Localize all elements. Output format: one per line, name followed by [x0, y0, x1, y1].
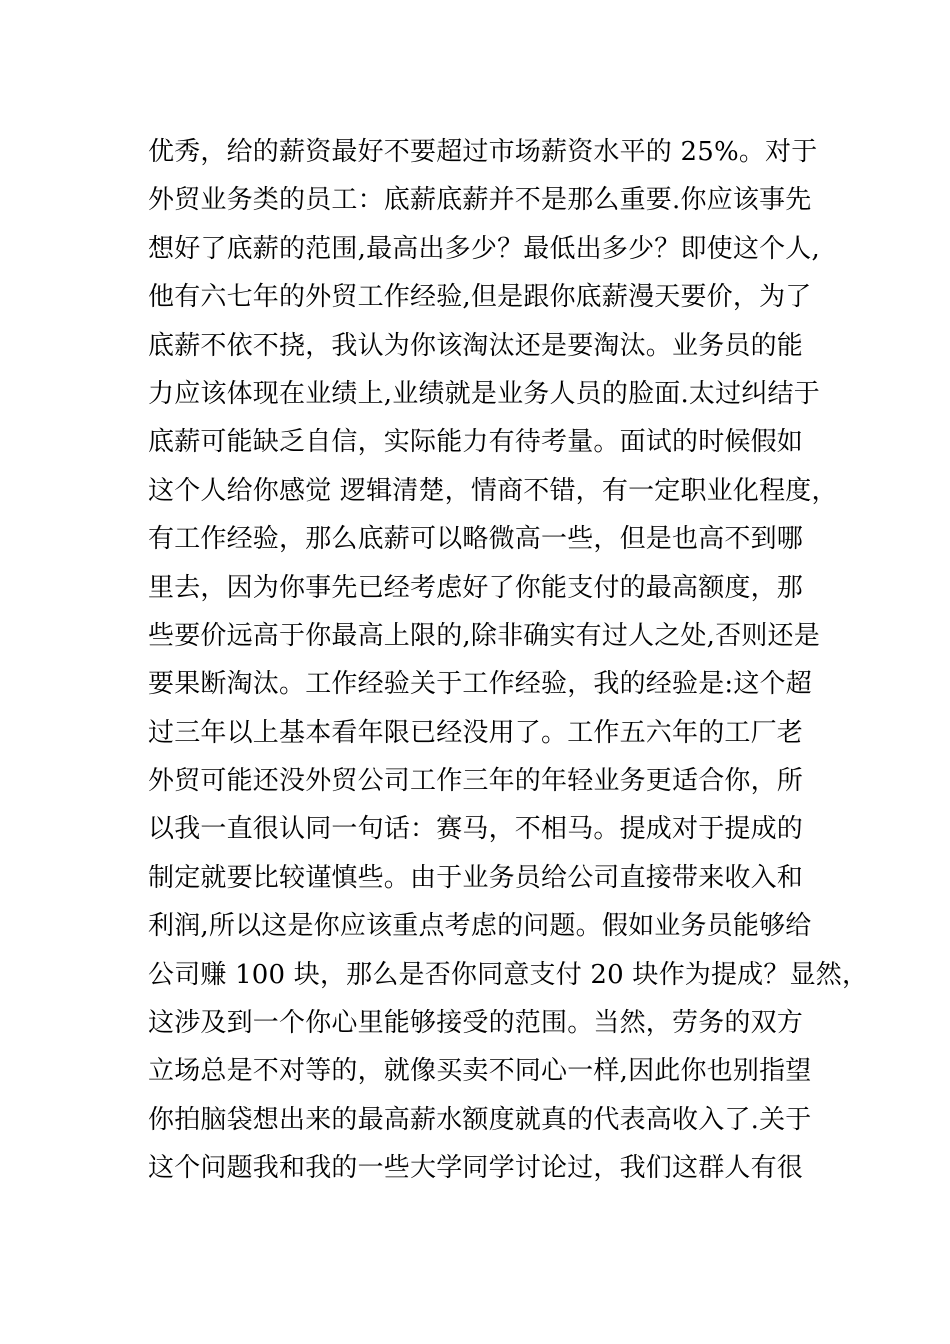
text-line-10: 里去，因为你事先已经考虑好了你能支付的最高额度，那 [148, 572, 804, 603]
text-line-7: 底薪可能缺乏自信，实际能力有待考量。面试的时候假如 [148, 427, 804, 458]
body-text [148, 128, 869, 1193]
text-line-14: 外贸可能还没外贸公司工作三年的年轻业务更适合你，所 [148, 766, 804, 797]
text-line-5: 底薪不依不挠，我认为你该淘汰还是要淘汰。业务员的能 [148, 330, 804, 361]
text-line-9: 有工作经验，那么底薪可以略微高一些，但是也高不到哪 [148, 524, 804, 555]
text-line-15: 以我一直很认同一句话：赛马，不相马。提成对于提成的 [148, 814, 804, 845]
text-line-20: 立场总是不对等的，就像买卖不同心一样,因此你也别指望 [148, 1056, 812, 1087]
text-line-22: 这个问题我和我的一些大学同学讨论过，我们这群人有很 [148, 1153, 804, 1184]
text-line-21: 你拍脑袋想出来的最高薪水额度就真的代表高收入了.关于 [148, 1104, 812, 1135]
text-line-6: 力应该体现在业绩上,业绩就是业务人员的脸面.太过纠结于 [148, 378, 820, 409]
text-line-18: 公司赚 100 块，那么是否你同意支付 20 块作为提成？显然， [148, 959, 869, 990]
text-line-1: 优秀，给的薪资最好不要超过市场薪资水平的 25%。对于 [148, 137, 818, 167]
text-line-11: 些要价远高于你最高上限的,除非确实有过人之处,否则还是 [148, 620, 820, 651]
text-line-4: 他有六七年的外贸工作经验,但是跟你底薪漫天要价，为了 [148, 282, 812, 313]
text-line-17: 利润,所以这是你应该重点考虑的问题。假如业务员能够给 [148, 911, 812, 942]
text-line-3: 想好了底薪的范围,最高出多少？最低出多少？即使这个人, [148, 233, 820, 264]
text-line-2: 外贸业务类的员工：底薪底薪并不是那么重要.你应该事先 [148, 185, 812, 216]
text-line-12: 要果断淘汰。工作经验关于工作经验，我的经验是:这个超 [148, 669, 812, 700]
text-line-13: 过三年以上基本看年限已经没用了。工作五六年的工厂老 [148, 717, 804, 748]
text-line-19: 这涉及到一个你心里能够接受的范围。当然，劳务的双方 [148, 1008, 804, 1039]
text-line-8: 这个人给你感觉 逻辑清楚，情商不错，有一定职业化程度， [148, 475, 838, 506]
text-line-16: 制定就要比较谨慎些。由于业务员给公司直接带来收入和 [148, 862, 804, 893]
